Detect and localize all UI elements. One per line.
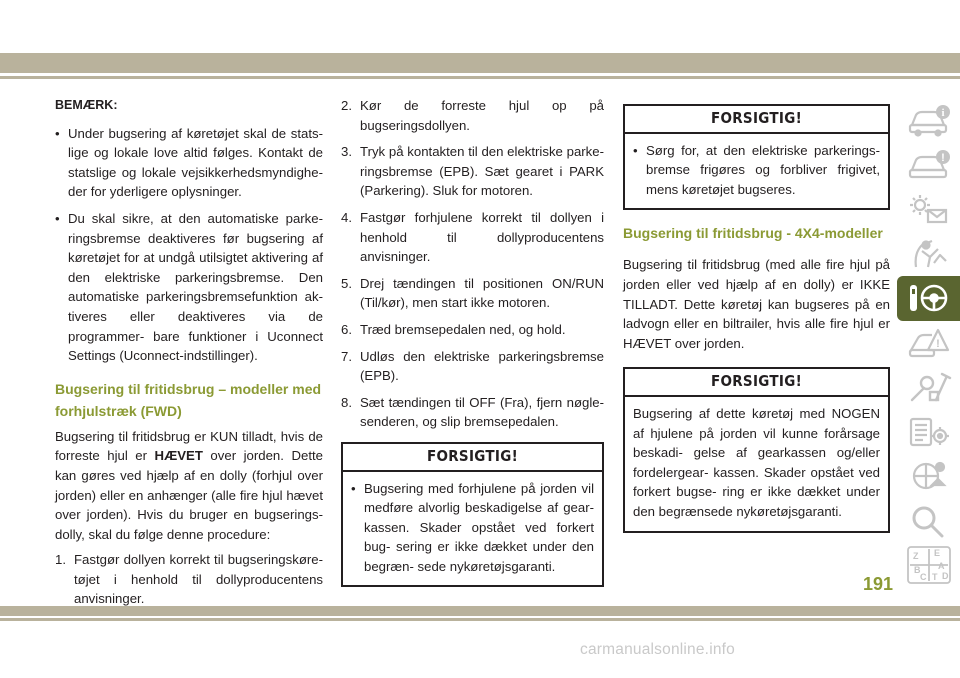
page-number: 191: [862, 574, 894, 594]
step-text: Tryk på kontakten til den elektriske parke- ringsbremse (EPB). Sæt gearet i PARK (Parkering). Sluk for motoren.: [360, 144, 604, 199]
step-number: 2.: [341, 98, 352, 113]
step-number: 5.: [341, 275, 352, 291]
caution-body: Bugsering af dette køretøj med NOGEN af hjulene på jorden vil kunne forårsage beskadi- gelse af gearkassen og/eller fordelergear- kassen. Skader opstået ved forkert bugse- ring er ikke dækket under den begrænsede nykøretøjsgaranti.: [633, 405, 880, 519]
step-6: [341, 320, 604, 340]
svg-text:E: E: [933, 548, 940, 559]
section-heading-fwd: Bugsering til fritidsbrug – modeller med forhjulstræk (FWD): [55, 380, 322, 419]
step-1: [55, 550, 323, 609]
step-3: [341, 142, 604, 201]
svg-text:!: !: [935, 337, 940, 350]
site-watermark: carmanualsonline.info: [580, 641, 735, 658]
step-8: [341, 393, 604, 432]
chapter-sidebar: [897, 98, 960, 588]
step-7: [341, 347, 604, 386]
caution-box-epb: [623, 104, 890, 210]
caution-bullet: • Bugsering med forhjulene på jorden vil medføre alvorlig beskadigelse af gear- kassen. Skader opstået ved forkert bug- sering er ikke dækket under den begræn- sede nykøretøjsgaranti.: [351, 479, 594, 577]
section-heading-4x4: Bugsering til fritidsbrug - 4X4-modeller: [623, 225, 883, 242]
step-number: 7.: [341, 348, 352, 364]
column-2: [341, 96, 604, 593]
step-number: 8.: [341, 394, 352, 410]
step-number: 6.: [341, 321, 352, 337]
technical-spec-icon[interactable]: [897, 410, 960, 455]
caution-title: FORSIGTIG!: [625, 369, 888, 397]
dashboard-lights-icon[interactable]: [897, 187, 960, 232]
top-decor-line: [0, 76, 960, 79]
note-bullet-1: • Under bugsering af køretøjet skal de stats- lige og lokale love altid følges. Kontakt de statslige og lokale vejsikkerhedsmyndighe- der for yderligere oplysninger.: [55, 124, 323, 202]
caution-title: FORSIGTIG!: [343, 444, 602, 472]
svg-text:Z: Z: [912, 551, 918, 562]
car-warning-icon[interactable]: [897, 143, 960, 188]
svg-text:i: i: [940, 107, 945, 120]
svg-text:B: B: [913, 565, 920, 576]
safety-person-icon[interactable]: [897, 232, 960, 277]
fwd-paragraph: [55, 427, 323, 545]
step-text: Sæt tændingen til OFF (Fra), fjern nøgle- senderen, og slip bremsepedalen.: [360, 394, 604, 430]
multimedia-icon[interactable]: [897, 454, 960, 499]
note-title: BEMÆRK:: [55, 98, 118, 112]
step-4: [341, 208, 604, 267]
fwd-paragraph-bold: HÆVET: [154, 448, 203, 464]
step-number: 4.: [341, 209, 352, 225]
fwd-paragraph-part1: Bugsering til fritidsbrug er KUN tilladt, hvis de forreste hjul er: [55, 428, 323, 464]
step-2: [341, 96, 604, 135]
caution-box-fwd: [341, 442, 604, 588]
step-number: 1.: [55, 552, 66, 568]
caution-box-4x4: [623, 367, 890, 532]
column-1: [55, 96, 323, 616]
svg-text:D: D: [941, 571, 948, 582]
bottom-decor-line: [0, 618, 960, 621]
svg-text:A: A: [937, 561, 944, 572]
svg-text:C: C: [919, 572, 926, 583]
step-text: Fastgør dollyen korrekt til bugseringskøre- tøjet i henhold til dollyproducentens anvisninger.: [74, 552, 323, 607]
4x4-paragraph: Bugsering til fritidsbrug (med alle fire hjul på jorden eller ved hjælp af en dolly) er IKKE TILLADT. Dette køretøj kan bugseres på en ladvogn eller en biltrailer, hvis alle fire hjul er HÆVET over jorden.: [623, 257, 890, 351]
language-index-icon[interactable]: [897, 543, 960, 588]
step-text: Udløs den elektriske parkeringsbremse (EPB).: [360, 348, 604, 384]
svg-text:T: T: [931, 572, 937, 583]
step-text: Drej tændingen til positionen ON/RUN (Til/kør), men start ikke motoren.: [360, 275, 604, 311]
caution-title: FORSIGTIG!: [625, 106, 888, 134]
caution-body: [343, 472, 602, 586]
step-text: Kør de forreste hjul op på bugseringsdollyen.: [360, 98, 604, 133]
road-emergency-icon[interactable]: [897, 321, 960, 366]
note-bullet-2: • Du skal sikre, at den automatiske parke- ringsbremse deaktiveres før bugsering af køretøjet for at undgå utilsigtet aktivering af den elektriske parkeringsbremse. Den automatiske parkeringsbremsefunktion ak- tiveres eller deaktiveres via de programmer- bare funktioner i Uconnect Settings (Uconnect-indstillinger).: [55, 209, 323, 366]
car-info-icon[interactable]: [897, 98, 960, 143]
step-number: 3.: [341, 144, 352, 160]
caution-bullet: • Sørg for, at den elektriske parkerings- bremse frigøres og forbliver frigivet, mens køretøjet bugseres.: [633, 141, 880, 200]
bottom-decor-band: [0, 606, 960, 616]
column-3: [623, 96, 890, 539]
search-index-icon[interactable]: [897, 499, 960, 544]
top-decor-band: [0, 53, 960, 73]
svg-text:!: !: [940, 151, 945, 164]
service-tools-icon[interactable]: [897, 365, 960, 410]
caution-body: [625, 134, 888, 209]
step-text: Træd bremsepedalen ned, og hold.: [360, 321, 566, 337]
fwd-paragraph-part2: over jorden. Dette kan gøres ved hjælp af en dolly (forhjul over jorden) eller en anhænger (alle fire hjul hævet over jorden). Hvis du bruger en bugserings- dolly, skal du følge denne procedure:: [55, 448, 323, 542]
starting-driving-icon[interactable]: [897, 276, 960, 321]
step-5: [341, 274, 604, 313]
step-text: Fastgør forhjulene korrekt til dollyen i henhold til dollyproducentens anvisninger.: [360, 209, 604, 265]
